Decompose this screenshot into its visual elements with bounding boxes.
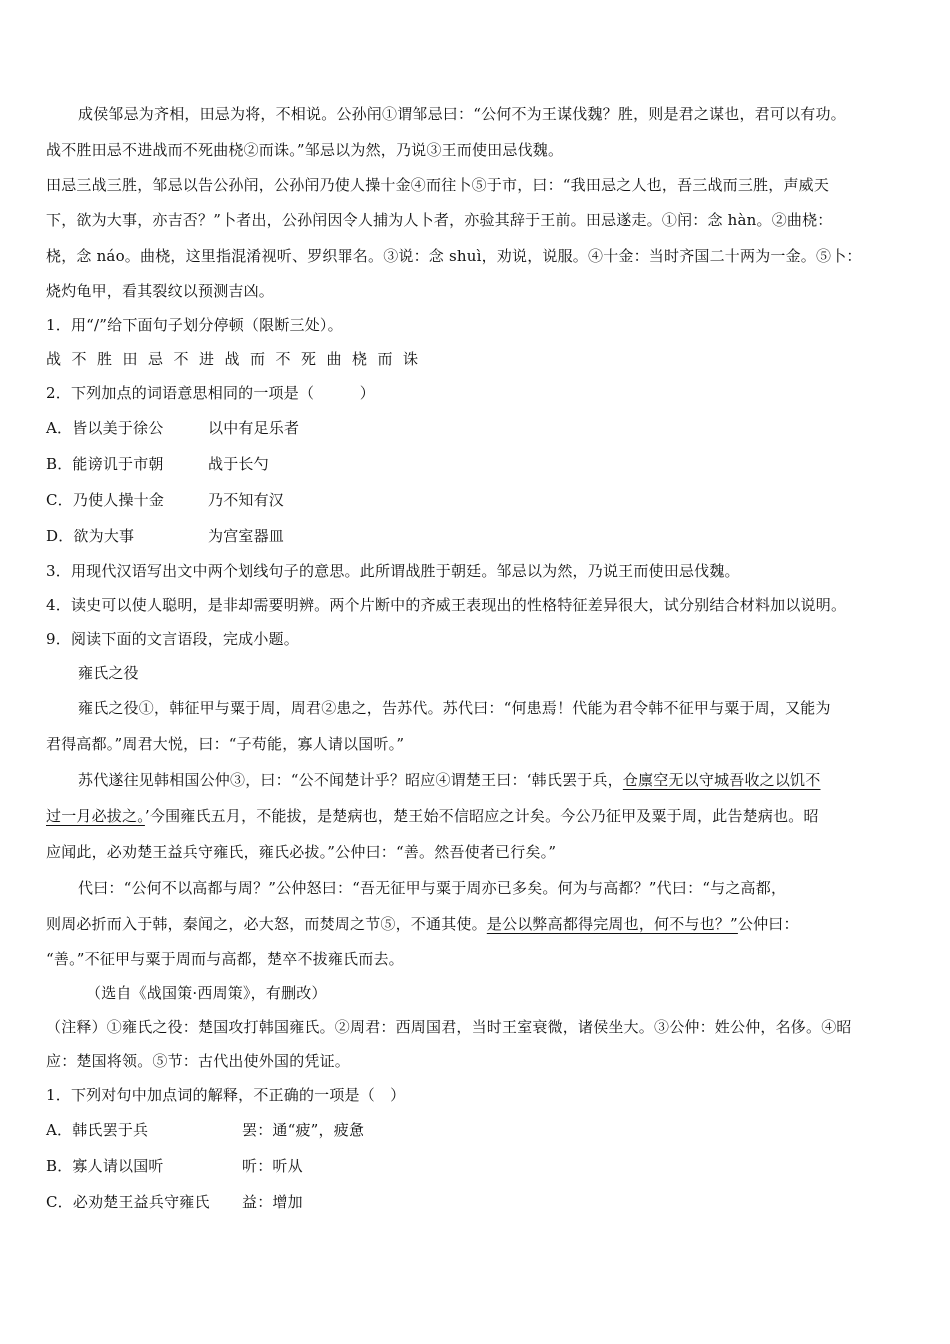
passage2-line-3	[46, 762, 918, 798]
passage2-source: （选自《战国策·西周策》，有删改）	[86, 984, 327, 1002]
passage1-line-5: 桡，念 náo。曲桡，这里指混淆视听、罗织罪名。③说：念 shuì，劝说，说服。④十金：当时齐国二十两为一金。⑤卜：	[46, 247, 862, 265]
passage2-line-4-text: ’今围雍氏五月，不能拔，是楚病也，楚王始不信昭应之计矣。今公乃征甲及粟于周，此告楚病也。昭	[144, 807, 819, 825]
passage1-line-4: 下，欲为大事，亦吉否？”卜者出，公孙闬因令人捕为人卜者，亦验其辞于王前。田忌遂走。①闬：念 hàn。②曲桡：	[46, 211, 833, 229]
passage1-line-3: 田忌三战三胜，邹忌以告公孙闬，公孙闬乃使人操十金④而往卜⑤于市，曰：“我田忌之人也，吾三战而三胜，声威天	[46, 176, 830, 194]
passage2-line-7-end: 公仲曰：	[737, 915, 799, 933]
q9-option-b-label: B．寡人请以国听	[46, 1157, 164, 1175]
question-1-1: 1．用“/”给下面句子划分停顿（限断三处）。	[46, 316, 343, 334]
passage2-line-7	[46, 906, 918, 942]
option-d-label: D．欲为大事	[46, 527, 135, 545]
q9-option-c-label: C．必劝楚王益兵守雍氏	[46, 1193, 210, 1211]
underlined-sentence-1b: 过一月必拔之。	[46, 807, 145, 825]
option-b	[46, 446, 918, 482]
passage1-line-1: 成侯邹忌为齐相，田忌为将，不相说。公孙闬①谓邹忌曰：“公何不为王谋伐魏？胜，则是君之谋也，君可以有功。	[78, 105, 846, 123]
underlined-sentence-2: 是公以弊高都得完周也，何不与也？”	[486, 915, 738, 933]
passage2-line-1: 雍氏之役①，韩征甲与粟于周，周君②患之，告苏代。苏代曰：“何患焉！代能为君令韩不征甲与粟于周，又能为	[78, 699, 831, 717]
q9-option-a-pair: 罢：通“疲”，疲惫	[242, 1121, 365, 1139]
option-d	[46, 518, 918, 554]
q9-option-c-pair: 益：增加	[242, 1193, 303, 1211]
passage1-line-6: 烧灼龟甲，看其裂纹以预测吉凶。	[46, 282, 275, 300]
passage2-line-4	[46, 798, 918, 834]
passage2-line-3-text: 苏代遂往见韩相国公仲③，曰：“公不闻楚计乎？昭应④谓楚王曰：‘韩氏罢于兵，	[78, 771, 623, 789]
option-c-pair: 乃不知有汉	[208, 491, 285, 509]
question-9-1: 1．下列对句中加点词的解释，不正确的一项是（ ）	[46, 1086, 406, 1104]
passage2-line-6: 代曰：“公何不以高都与周？”公仲怒曰：“吾无征甲与粟于周亦已多矣。何为与高都？”代曰：“与之高都，	[78, 879, 787, 897]
option-b-label: B．能谤讥于市朝	[46, 455, 164, 473]
notes-line-2: 应：楚国将领。⑤节：古代出使外国的凭证。	[46, 1052, 351, 1070]
option-a	[46, 410, 918, 446]
q9-option-b-pair: 听：听从	[242, 1157, 303, 1175]
question-1-4: 4．读史可以使人聪明，是非却需要明辨。两个片断中的齐威王表现出的性格特征差异很大，试分别结合材料加以说明。	[46, 596, 847, 614]
notes-line-1: （注释）①雍氏之役：楚国攻打韩国雍氏。②周君：西周国君，当时王室衰微，诸侯坐大。③公仲：姓公仲，名侈。④昭	[46, 1018, 852, 1036]
passage2-line-8: “善。”不征甲与粟于周而与高都，楚卒不拔雍氏而去。	[46, 950, 404, 968]
q9-option-a	[46, 1112, 918, 1148]
option-b-pair: 战于长勺	[208, 455, 269, 473]
q9-option-b	[46, 1148, 918, 1184]
q9-option-a-label: A．韩氏罢于兵	[46, 1121, 149, 1139]
option-c	[46, 482, 918, 518]
option-c-label: C．乃使人操十金	[46, 491, 165, 509]
question-1-2: 2．下列加点的词语意思相同的一项是（ ）	[46, 384, 375, 402]
passage2-line-7-text: 则周必折而入于韩，秦闻之，必大怒，而焚周之节⑤，不通其使。	[46, 915, 487, 933]
passage2-line-2: 君得高都。”周君大悦，曰：“子苟能，寡人请以国听。”	[46, 735, 405, 753]
passage2-line-5: 应闻此，必劝楚王益兵守雍氏，雍氏必拔。”公仲曰：“善。然吾使者已行矣。”	[46, 843, 557, 861]
option-a-pair: 以中有足乐者	[208, 419, 300, 437]
document-page	[46, 96, 918, 1220]
question-1-3: 3．用现代汉语写出文中两个划线句子的意思。此所谓战胜于朝廷。邹忌以为然，乃说王而使田忌伐魏。	[46, 562, 740, 580]
passage1-line-2: 战不胜田忌不进战而不死曲桡②而诛。”邹忌以为然，乃说③王而使田忌伐魏。	[46, 141, 564, 159]
option-d-pair: 为宫室器皿	[208, 527, 285, 545]
underlined-sentence-1a: 仓廪空无以守城吾收之以饥不	[622, 771, 821, 789]
question-1-sentence: 战不胜田忌不进战而不死曲桡而诛	[46, 350, 429, 368]
question-9: 9．阅读下面的文言语段，完成小题。	[46, 630, 299, 648]
option-a-label: A．皆以美于徐公	[46, 419, 164, 437]
passage2-title: 雍氏之役	[78, 664, 139, 682]
q9-option-c	[46, 1184, 918, 1220]
